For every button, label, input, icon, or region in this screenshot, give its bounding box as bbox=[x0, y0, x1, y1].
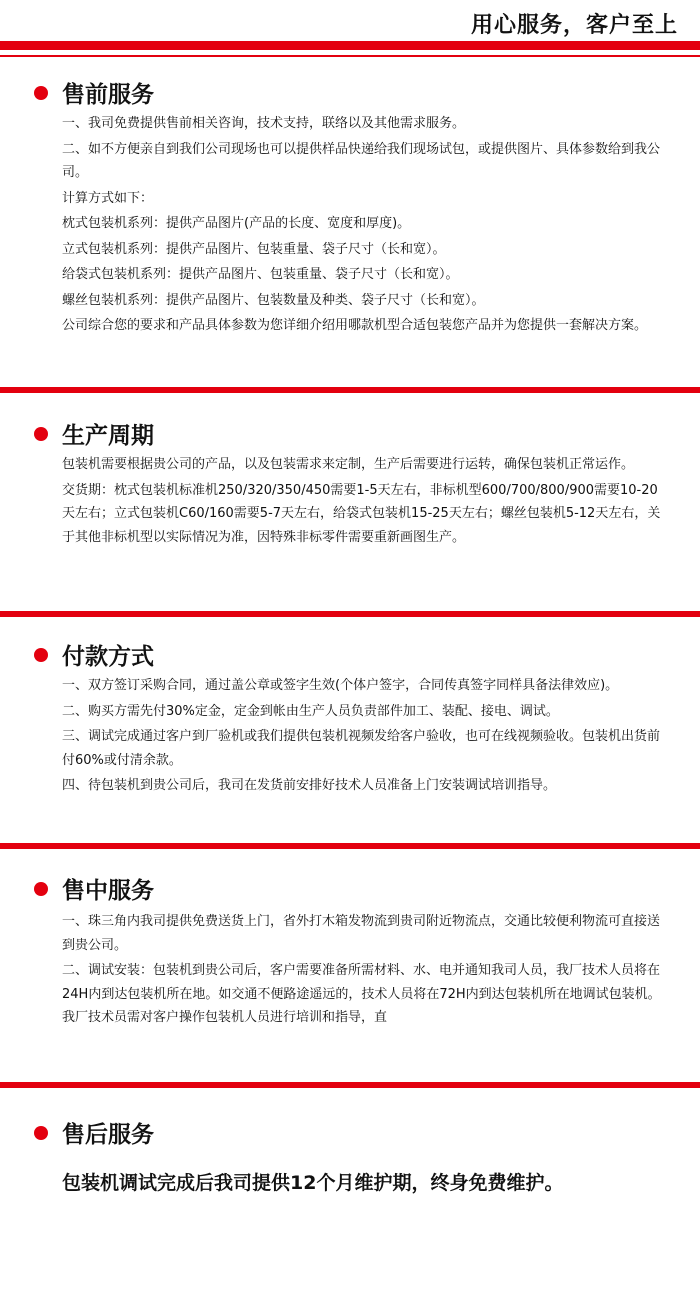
paragraph: 公司综合您的要求和产品具体参数为您详细介绍用哪款机型合适包装您产品并为您提供一套解决方案。 bbox=[62, 318, 648, 333]
paragraph: 交货期：枕式包装机标准机250/320/350/450需要1-5天左右，非标机型600/700/800/900需要10-20天左右；立式包装机C60/160需要5-7天左右，给袋式包装机15-25天左右；螺丝包装机5-12天左右，关于其他非标机型以实际情况为准，因特殊非标零件需要重新画图生产。 bbox=[62, 482, 661, 545]
paragraph: 给袋式包装机系列：提供产品图片、包装重量、袋子尺寸（长和宽）。 bbox=[62, 267, 459, 282]
paragraph: 枕式包装机系列：提供产品图片(产品的长度、宽度和厚度)。 bbox=[62, 216, 411, 231]
section-title: 付款方式 bbox=[62, 644, 154, 670]
header-divider-thin bbox=[0, 55, 700, 57]
paragraph: 二、购买方需先付30%定金，定金到帐由生产人员负责部件加工、装配、接电、调试。 bbox=[62, 703, 559, 719]
paragraph: 包装机需要根据贵公司的产品，以及包装需求来定制，生产后需要进行运转，确保包装机正常运作。 bbox=[62, 457, 635, 472]
bullet-dot-icon bbox=[34, 86, 48, 100]
section-title: 售中服务 bbox=[62, 878, 154, 904]
section-in-sale bbox=[0, 870, 700, 1025]
bullet-dot-icon bbox=[34, 648, 48, 662]
header-slogan: 用心服务，客户至上 bbox=[470, 13, 678, 38]
paragraph: 一、双方签订采购合同，通过盖公章或签字生效(个体户签字，合同传真签字同样具备法律效应)。 bbox=[62, 678, 619, 693]
paragraph: 螺丝包装机系列：提供产品图片、包装数量及种类、袋子尺寸（长和宽）。 bbox=[62, 292, 485, 308]
section-body bbox=[62, 674, 662, 798]
section-title: 售后服务 bbox=[62, 1122, 154, 1148]
section-body bbox=[62, 910, 662, 1030]
section-title: 生产周期 bbox=[62, 423, 154, 449]
section-after-sale bbox=[0, 1114, 700, 1194]
bullet-dot-icon bbox=[34, 1126, 48, 1140]
paragraph: 计算方式如下： bbox=[62, 190, 154, 206]
after-sale-statement: 包装机调试完成后我司提供12个月维护期，终身免费维护。 bbox=[62, 1172, 564, 1194]
bullet-dot-icon bbox=[34, 882, 48, 896]
section-body bbox=[62, 112, 662, 338]
section-divider bbox=[0, 611, 700, 617]
section-presale bbox=[0, 74, 700, 333]
section-divider bbox=[0, 1082, 700, 1088]
paragraph: 三、调试完成通过客户到厂验机或我们提供包装机视频发给客户验收，也可在线视频验收。包装机出货前付60%或付清余款。 bbox=[62, 729, 661, 768]
section-divider bbox=[0, 843, 700, 849]
section-title: 售前服务 bbox=[62, 82, 154, 108]
paragraph: 一、珠三角内我司提供免费送货上门，省外打木箱发物流到贵司附近物流点，交通比较便利物流可直接送到贵公司。 bbox=[62, 914, 661, 953]
paragraph: 二、如不方便亲自到我们公司现场也可以提供样品快递给我们现场试包，或提供图片、具体参数给到我公司。 bbox=[62, 141, 661, 180]
paragraph: 二、调试安装：包装机到贵公司后，客户需要准备所需材料、水、电并通知我司人员，我厂技术人员将在24H内到达包装机所在地。如交通不便路途遥远的，技术人员将在72H内到达包装机所在地调试包装机。我厂技术员需对客户操作包装机人员进行培训和指导，直 bbox=[62, 963, 661, 1025]
bullet-dot-icon bbox=[34, 427, 48, 441]
paragraph: 立式包装机系列：提供产品图片、包装重量、袋子尺寸（长和宽）。 bbox=[62, 241, 446, 257]
paragraph: 一、我司免费提供售前相关咨询，技术支持，联络以及其他需求服务。 bbox=[62, 116, 466, 131]
section-payment bbox=[0, 636, 700, 793]
section-divider bbox=[0, 387, 700, 393]
header-divider bbox=[0, 41, 700, 50]
section-body bbox=[62, 453, 662, 549]
paragraph: 四、待包装机到贵公司后，我司在发货前安排好技术人员准备上门安装调试培训指导。 bbox=[62, 778, 557, 793]
section-production-cycle bbox=[0, 415, 700, 545]
